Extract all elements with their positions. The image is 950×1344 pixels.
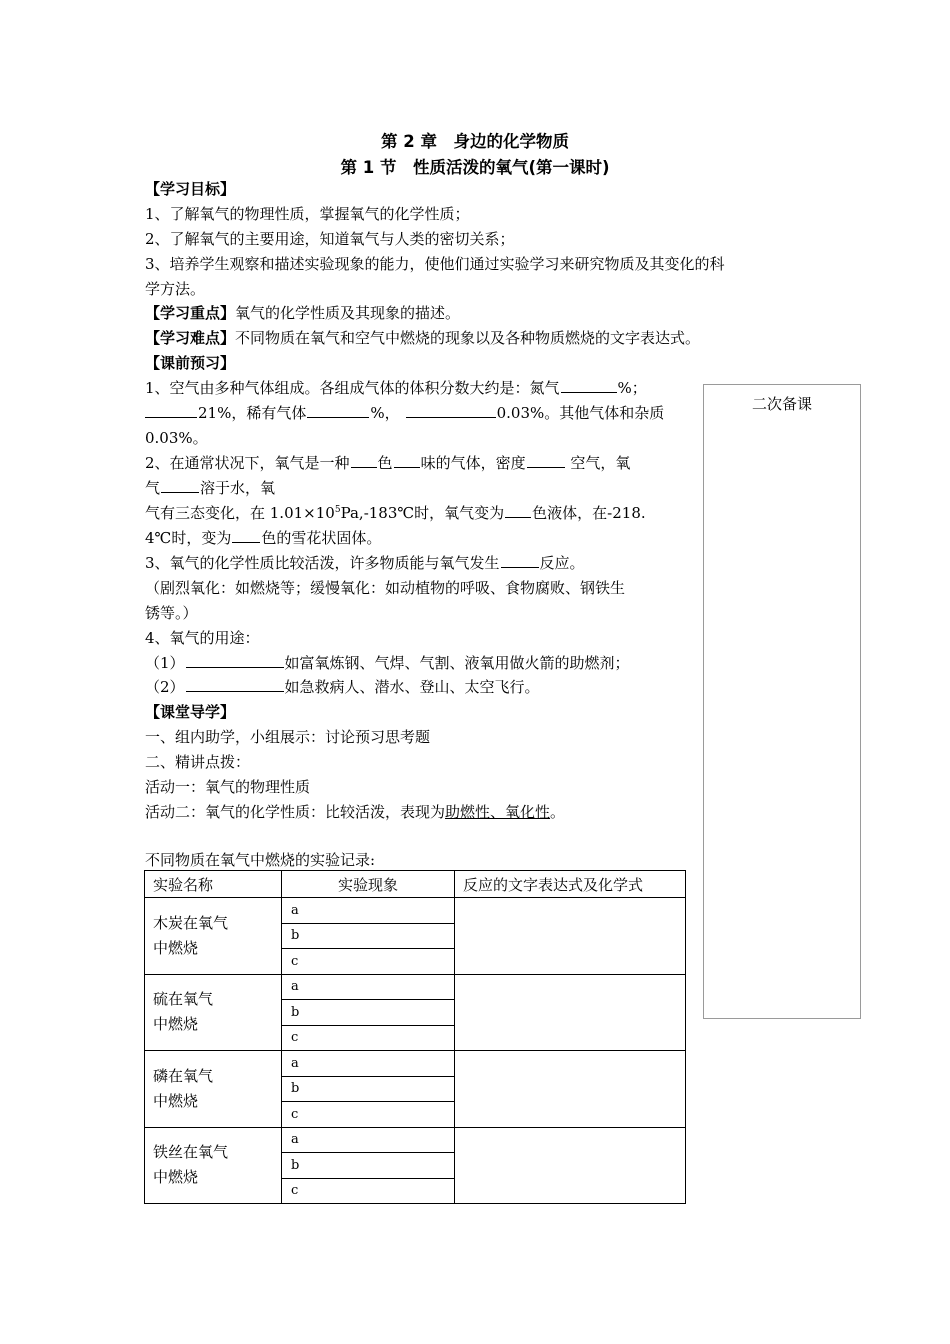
experiment-table <box>144 870 686 1204</box>
objective-item: 学方法。 <box>145 280 206 298</box>
objective-item: 2、了解氧气的主要用途，知道氧气与人类的密切关系； <box>145 230 515 248</box>
experiment-name-line: 硫在氧气 <box>153 990 214 1009</box>
fill-blank[interactable] <box>232 528 260 543</box>
experiment-name <box>145 1127 282 1204</box>
preview-text: 如急救病人、潜水、登山、太空飞行。 <box>284 678 540 696</box>
experiment-name <box>145 1051 282 1128</box>
table-header-row <box>145 871 686 898</box>
equation-cell[interactable] <box>455 898 686 975</box>
preview-text: 21%，稀有气体 <box>198 404 307 422</box>
fill-blank[interactable] <box>161 478 199 493</box>
preview-text: 气有三态变化，在 1.01×10 <box>145 504 335 522</box>
phenomenon-cell[interactable]: c <box>282 949 455 975</box>
preview-text: 空气，氧 <box>565 454 631 472</box>
superscript: 5 <box>334 505 341 515</box>
table-row <box>145 898 686 924</box>
preview-q4-item1 <box>145 653 630 673</box>
phenomenon-cell[interactable]: a <box>282 1127 455 1153</box>
preview-q2-line2 <box>145 478 275 498</box>
preview-text: %； <box>617 379 647 397</box>
equation-cell[interactable] <box>455 1051 686 1128</box>
preview-heading: 【课前预习】 <box>145 354 236 372</box>
section-title: 第 1 节 性质活泼的氧气(第一课时) <box>340 158 610 177</box>
key-point <box>145 303 460 323</box>
second-prep-label: 二次备课 <box>751 395 812 413</box>
fill-blank[interactable] <box>186 677 284 692</box>
fill-blank[interactable] <box>406 403 496 418</box>
phenomenon-cell[interactable]: b <box>282 1076 455 1102</box>
preview-q1-line2 <box>145 403 664 423</box>
preview-text: （2） <box>145 678 185 696</box>
objective-item: 3、培养学生观察和描述实验现象的能力，使他们通过实验学习来研究物质及其变化的科 <box>145 255 725 273</box>
phenomenon-cell[interactable]: a <box>282 1051 455 1077</box>
difficulty <box>145 328 700 348</box>
preview-q3-note2: 锈等。） <box>145 604 198 622</box>
preview-q2-line1 <box>145 453 630 473</box>
preview-q3-line1 <box>145 553 585 573</box>
fill-blank[interactable] <box>505 503 531 518</box>
experiment-name-line: 中燃烧 <box>153 1168 199 1187</box>
preview-text: 色液体，在-218. <box>532 504 646 522</box>
preview-q1-line3: 0.03%。 <box>145 429 208 447</box>
second-prep-box <box>703 384 861 1019</box>
guide-line1: 一、组内助学，小组展示：讨论预习思考题 <box>145 728 431 746</box>
experiment-name-line: 中燃烧 <box>153 1091 199 1110</box>
preview-text: 0.03%。其他气体和杂质 <box>496 404 665 422</box>
phenomenon-cell[interactable]: c <box>282 1025 455 1051</box>
preview-text: 如富氧炼钢、气焊、气割、液氧用做火箭的助燃剂； <box>284 654 630 672</box>
activity-text: 。 <box>550 803 566 821</box>
preview-text: 色 <box>377 454 393 472</box>
activity-two <box>145 802 565 822</box>
table-row <box>145 1051 686 1077</box>
preview-text: 色的雪花状固体。 <box>261 529 382 547</box>
fill-blank[interactable] <box>351 453 377 468</box>
key-point-text: 氧气的化学性质及其现象的描述。 <box>235 304 461 322</box>
phenomenon-cell[interactable]: a <box>282 974 455 1000</box>
experiment-name-line: 中燃烧 <box>153 1015 199 1034</box>
chapter-title: 第 2 章 身边的化学物质 <box>381 132 569 151</box>
experiment-name-line: 中燃烧 <box>153 938 199 957</box>
table-row <box>145 974 686 1000</box>
guide-line2: 二、精讲点拨： <box>145 753 251 771</box>
preview-text: 味的气体，密度 <box>420 454 526 472</box>
table-row <box>145 1127 686 1153</box>
equation-cell[interactable] <box>455 1127 686 1204</box>
experiment-name <box>145 974 282 1051</box>
fill-blank[interactable] <box>394 453 420 468</box>
preview-q4-item2 <box>145 677 540 697</box>
preview-text: 3、氧气的化学性质比较活泼，许多物质能与氧气发生 <box>145 554 500 572</box>
preview-q2-line4 <box>145 528 381 548</box>
header-cell: 反应的文字表达式及化学式 <box>455 871 686 898</box>
table-caption: 不同物质在氧气中燃烧的实验记录: <box>145 851 376 869</box>
activity-text: 活动二：氧气的化学性质：比较活泼，表现为 <box>145 803 446 821</box>
preview-text: 1、空气由多种气体组成。各组成气体的体积分数大约是：氮气 <box>145 379 560 397</box>
phenomenon-cell[interactable]: b <box>282 1153 455 1179</box>
preview-text: 溶于水，氧 <box>200 479 276 497</box>
phenomenon-cell[interactable]: b <box>282 1000 455 1026</box>
fill-blank[interactable] <box>145 403 197 418</box>
preview-text: （1） <box>145 654 185 672</box>
fill-blank[interactable] <box>527 453 565 468</box>
preview-q2-line3 <box>145 503 646 523</box>
preview-q1-line1 <box>145 378 647 398</box>
preview-text: 4℃时，变为 <box>145 529 232 547</box>
experiment-name-line: 铁丝在氧气 <box>153 1143 229 1162</box>
difficulty-text: 不同物质在氧气和空气中燃烧的现象以及各种物质燃烧的文字表达式。 <box>235 329 701 347</box>
difficulty-label: 【学习难点】 <box>145 329 236 347</box>
header-cell: 实验现象 <box>282 871 455 898</box>
preview-text: 反应。 <box>539 554 585 572</box>
experiment-name <box>145 898 282 975</box>
phenomenon-cell[interactable]: b <box>282 923 455 949</box>
guide-heading: 【课堂导学】 <box>145 703 236 721</box>
fill-blank[interactable] <box>501 553 539 568</box>
key-point-label: 【学习重点】 <box>145 304 236 322</box>
objective-item: 1、了解氧气的物理性质，掌握氧气的化学性质； <box>145 205 470 223</box>
objectives-heading: 【学习目标】 <box>145 180 236 198</box>
preview-text: %， <box>370 404 400 422</box>
preview-text: Pa,-183℃时，氧气变为 <box>340 504 505 522</box>
preview-text: 气 <box>145 479 161 497</box>
preview-text: 2、在通常状况下，氧气是一种 <box>145 454 350 472</box>
experiment-name-line: 木炭在氧气 <box>153 913 229 932</box>
activity-underlined: 助燃性、氧化性 <box>445 803 551 821</box>
fill-blank[interactable] <box>307 403 369 418</box>
preview-q3-note1: （剧烈氧化：如燃烧等；缓慢氧化：如动植物的呼吸、食物腐败、钢铁生 <box>145 579 626 597</box>
fill-blank[interactable] <box>186 653 284 668</box>
phenomenon-cell[interactable]: a <box>282 898 455 924</box>
activity-one: 活动一：氧气的物理性质 <box>145 778 311 796</box>
equation-cell[interactable] <box>455 974 686 1051</box>
header-cell: 实验名称 <box>145 871 282 898</box>
experiment-name-line: 磷在氧气 <box>153 1066 214 1085</box>
preview-q4: 4、氧气的用途： <box>145 629 260 647</box>
phenomenon-cell[interactable]: c <box>282 1178 455 1204</box>
fill-blank[interactable] <box>561 378 617 393</box>
phenomenon-cell[interactable]: c <box>282 1102 455 1128</box>
